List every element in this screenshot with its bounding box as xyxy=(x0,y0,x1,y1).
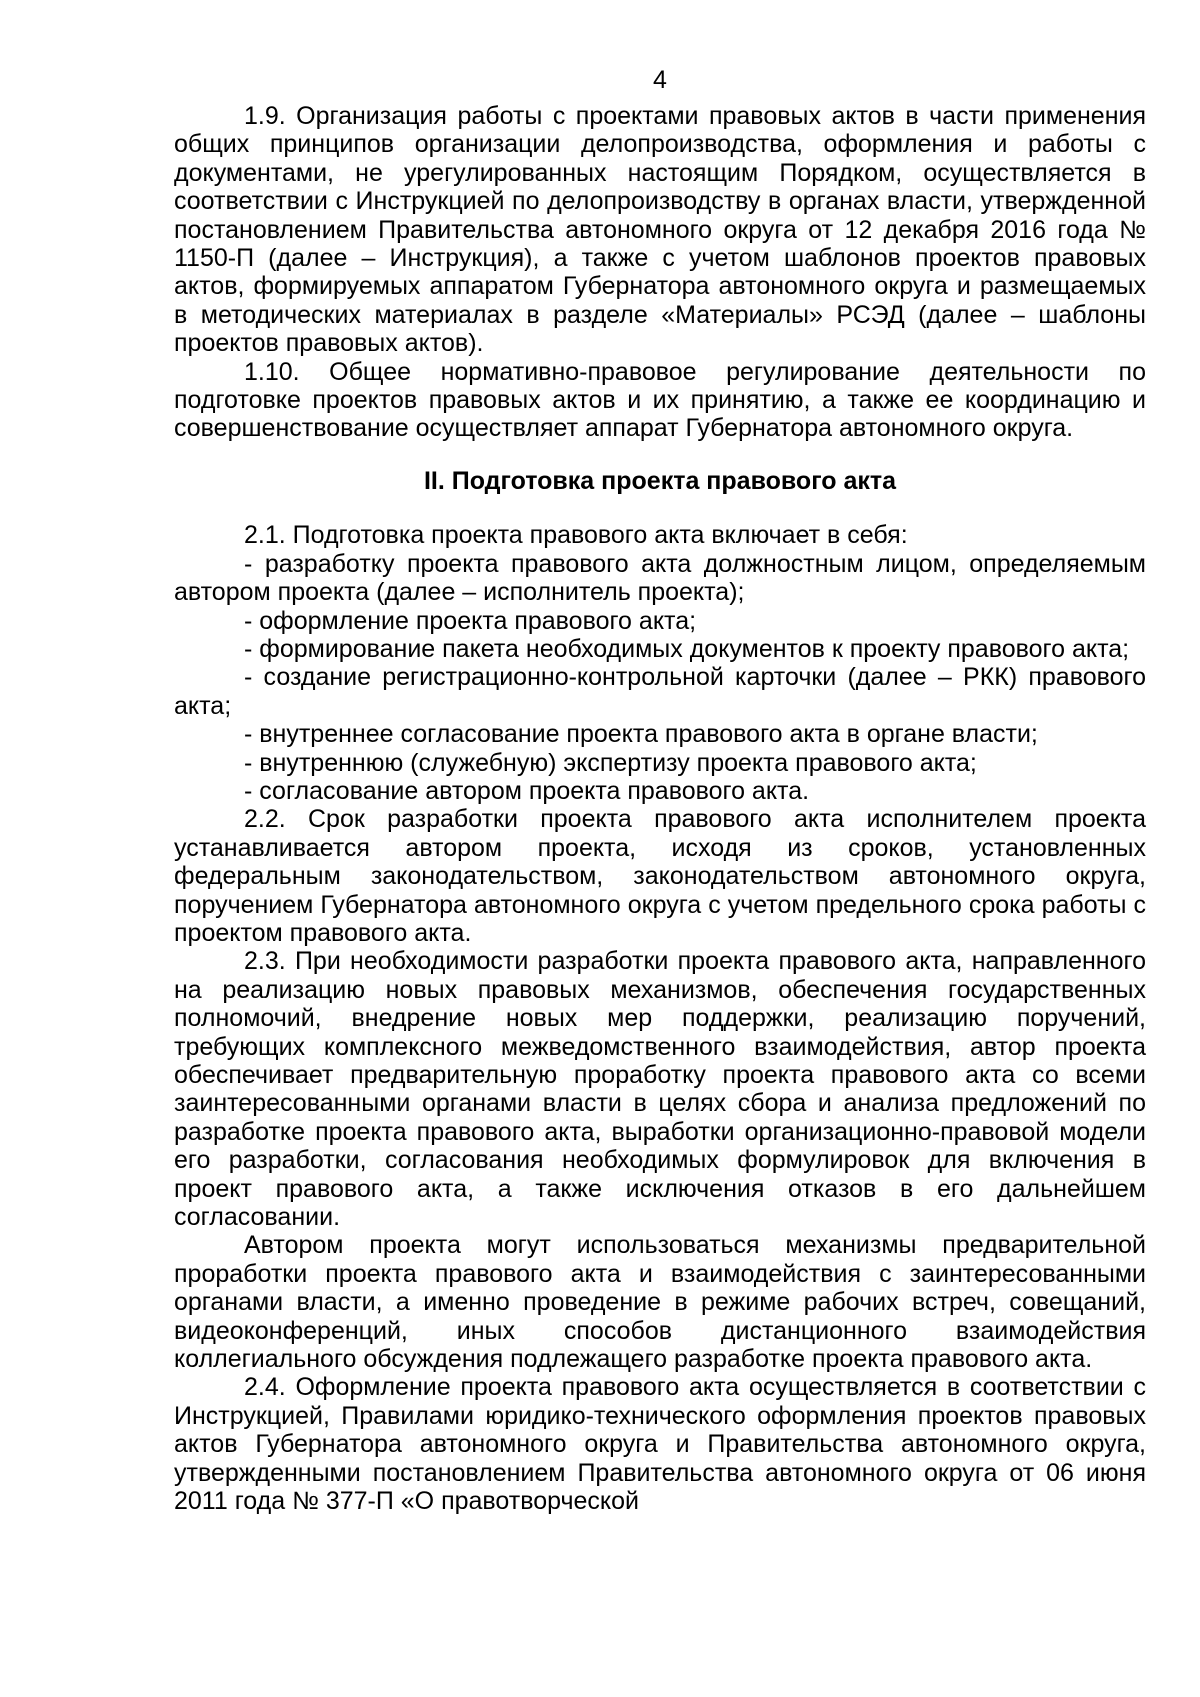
list-item: - внутреннюю (служебную) экспертизу проекта правового акта; xyxy=(244,748,977,777)
paragraph-2-3-continued: Автором проекта могут использоваться механизмы предварительной проработки проекта правового акта и взаимодействия с заинтересованными органами власти, а именно проведение в режиме рабочих встреч, совещаний, видеоконференций, иных способов дистанционного взаимодействия коллегиального обсуждения подлежащего разработке проекта правового акта. xyxy=(174,1231,1146,1374)
section-heading: II. Подготовка проекта правового акта xyxy=(423,466,897,495)
document-page xyxy=(174,66,1146,1516)
list-item: - внутреннее согласование проекта правового акта в органе власти; xyxy=(244,720,1038,749)
list-item: - формирование пакета необходимых документов к проекту правового акта; xyxy=(244,634,1130,663)
list-item: - оформление проекта правового акта; xyxy=(244,606,697,635)
paragraph-2-1: 2.1. Подготовка проекта правового акта включает в себя: xyxy=(244,521,908,550)
paragraph-1-10: 1.10. Общее нормативно-правовое регулирование деятельности по подготовке проектов правовых актов и их принятию, а также ее координацию и совершенствование осуществляет аппарат Губернатора автономного округа. xyxy=(174,357,1146,443)
list-item: - разработку проекта правового акта должностным лицом, определяемым автором проекта (далее – исполнитель проекта); xyxy=(174,549,1146,607)
paragraph-2-4: 2.4. Оформление проекта правового акта осуществляется в соответствии с Инструкцией, Правилами юридико-технического оформления проектов правовых актов Губернатора автономного округа и Правительства автономного округа, утвержденными постановлением Правительства автономного округа от 06 июня 2011 года № 377-П «О правотворческой xyxy=(174,1373,1146,1516)
page-number: 4 xyxy=(653,66,667,94)
list-item: - согласование автором проекта правового акта. xyxy=(244,776,810,805)
paragraph-2-3: 2.3. При необходимости разработки проекта правового акта, направленного на реализацию новых правовых механизмов, обеспечения государственных полномочий, внедрение новых мер поддержки, реализацию поручений, требующих комплексного межведомственного взаимодействия, автор проекта обеспечивает предварительную проработку проекта правового акта со всеми заинтересованными органами власти в целях сбора и анализа предложений по разработке проекта правового акта, выработки организационно-правовой модели его разработки, согласования необходимых формулировок для включения в проект правового акта, а также исключения отказов в его дальнейшем согласовании. xyxy=(174,947,1146,1232)
paragraph-1-9: 1.9. Организация работы с проектами правовых актов в части применения общих принципов организации делопроизводства, оформления и работы с документами, не урегулированных настоящим Порядком, осуществляется в соответствии с Инструкцией по делопроизводству в органах власти, утвержденной постановлением Правительства автономного округа от 12 декабря 2016 года № 1150-П (далее – Инструкция), а также с учетом шаблонов проектов правовых актов, формируемых аппаратом Губернатора автономного округа и размещаемых в методических материалах в разделе «Материалы» РСЭД (далее – шаблоны проектов правовых актов). xyxy=(174,102,1146,358)
paragraph-2-2: 2.2. Срок разработки проекта правового акта исполнителем проекта устанавливается автором проекта, исходя из сроков, установленных федеральным законодательством, законодательством автономного округа, поручением Губернатора автономного округа с учетом предельного срока работы с проектом правового акта. xyxy=(174,805,1146,947)
list-item: - создание регистрационно-контрольной карточки (далее – РКК) правового акта; xyxy=(174,663,1146,720)
